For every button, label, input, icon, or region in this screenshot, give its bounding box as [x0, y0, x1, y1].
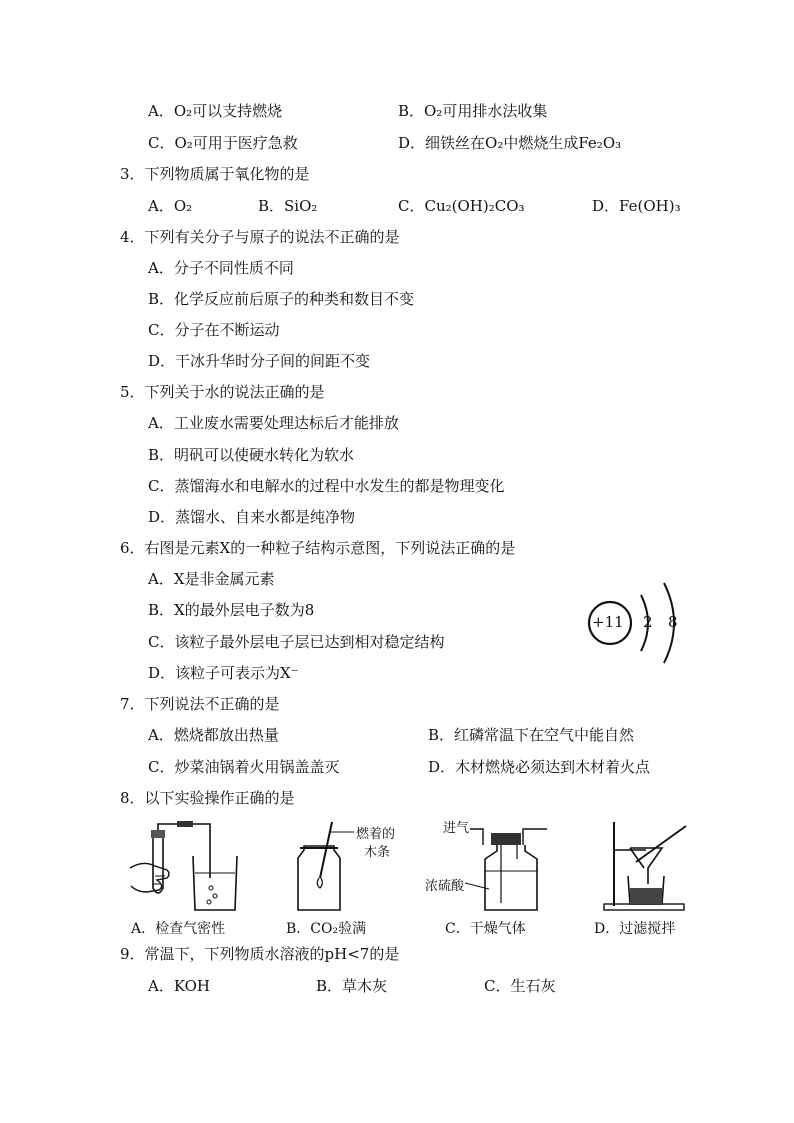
q4-stem: 4．下列有关分子与原子的说法不正确的是 [120, 228, 400, 246]
q6-option-b: B．X的最外层电子数为8 [148, 601, 315, 619]
figure-d-filtering-stir [590, 818, 710, 938]
nucleus-charge-label: +11 [592, 613, 624, 631]
figure-a-caption: A．检查气密性 [131, 921, 226, 937]
q7-stem: 7．下列说法不正确的是 [120, 695, 280, 713]
q9-option-b: B．草木灰 [316, 977, 388, 995]
q6-option-c: C．该粒子最外层电子层已达到相对稳定结构 [148, 633, 445, 651]
figure-c-drying-gas [425, 815, 575, 938]
q5-option-c: C．蒸馏海水和电解水的过程中水发生的都是物理变化 [148, 477, 505, 495]
label-gas-inlet: 进气 [443, 821, 470, 836]
q3-stem: 3．下列物质属于氧化物的是 [120, 165, 310, 183]
label-concentrated-sulfuric-acid: 浓硫酸 [425, 879, 465, 894]
q7-option-a: A．燃烧都放出热量 [148, 726, 279, 744]
q4-option-d: D．干冰升华时分子间的间距不变 [148, 352, 371, 370]
q5-option-b: B．明矾可以使硬水转化为软水 [148, 446, 355, 464]
q3-option-c: C．Cu₂(OH)₂CO₃ [398, 197, 525, 215]
q4-option-c: C．分子在不断运动 [148, 321, 280, 339]
q2-option-a: A．O₂可以支持燃烧 [148, 102, 283, 120]
q2-option-b: B．O₂可用排水法收集 [398, 102, 548, 120]
figure-d-caption: D．过滤搅拌 [594, 921, 676, 937]
q4-option-a: A．分子不同性质不同 [148, 259, 294, 277]
label-burning-stick-1: 燃着的 [356, 827, 396, 842]
q5-option-a: A．工业废水需要处理达标后才能排放 [148, 414, 399, 432]
q2-option-d: D．细铁丝在O₂中燃烧生成Fe₂O₃ [398, 134, 622, 152]
label-burning-stick-2: 木条 [364, 845, 391, 860]
q7-option-d: D．木材燃烧必须达到木材着火点 [428, 758, 651, 776]
q9-option-a: A．KOH [148, 977, 211, 995]
q9-option-c: C．生石灰 [484, 977, 556, 995]
figure-a-airtightness-check [125, 818, 250, 938]
q6-stem: 6．右图是元素X的一种粒子结构示意图，下列说法正确的是 [120, 539, 516, 557]
figure-b-co2-full-check [282, 818, 417, 938]
shell2-electron-count: 8 [668, 613, 678, 631]
q7-option-c: C．炒菜油锅着火用锅盖盖灭 [148, 758, 340, 776]
q3-option-d: D．Fe(OH)₃ [592, 197, 681, 215]
q6-option-a: A．X是非金属元素 [148, 570, 275, 588]
q9-stem: 9．常温下，下列物质水溶液的pH<7的是 [120, 945, 400, 963]
q2-option-c: C．O₂可用于医疗急救 [148, 134, 298, 152]
figure-b-caption: B．CO₂验满 [286, 921, 367, 937]
q8-stem: 8．以下实验操作正确的是 [120, 789, 295, 807]
shell1-electron-count: 2 [643, 613, 653, 631]
figure-c-caption: C．干燥气体 [445, 921, 526, 937]
q4-option-b: B．化学反应前后原子的种类和数目不变 [148, 290, 415, 308]
q7-option-b: B．红磷常温下在空气中能自然 [428, 726, 635, 744]
q5-option-d: D．蒸馏水、自来水都是纯净物 [148, 508, 356, 526]
particle-structure-diagram [580, 575, 705, 670]
q3-option-a: A．O₂ [148, 197, 193, 215]
q3-option-b: B．SiO₂ [258, 197, 318, 215]
q6-option-d: D．该粒子可表示为X⁻ [148, 664, 299, 682]
q5-stem: 5．下列关于水的说法正确的是 [120, 383, 325, 401]
